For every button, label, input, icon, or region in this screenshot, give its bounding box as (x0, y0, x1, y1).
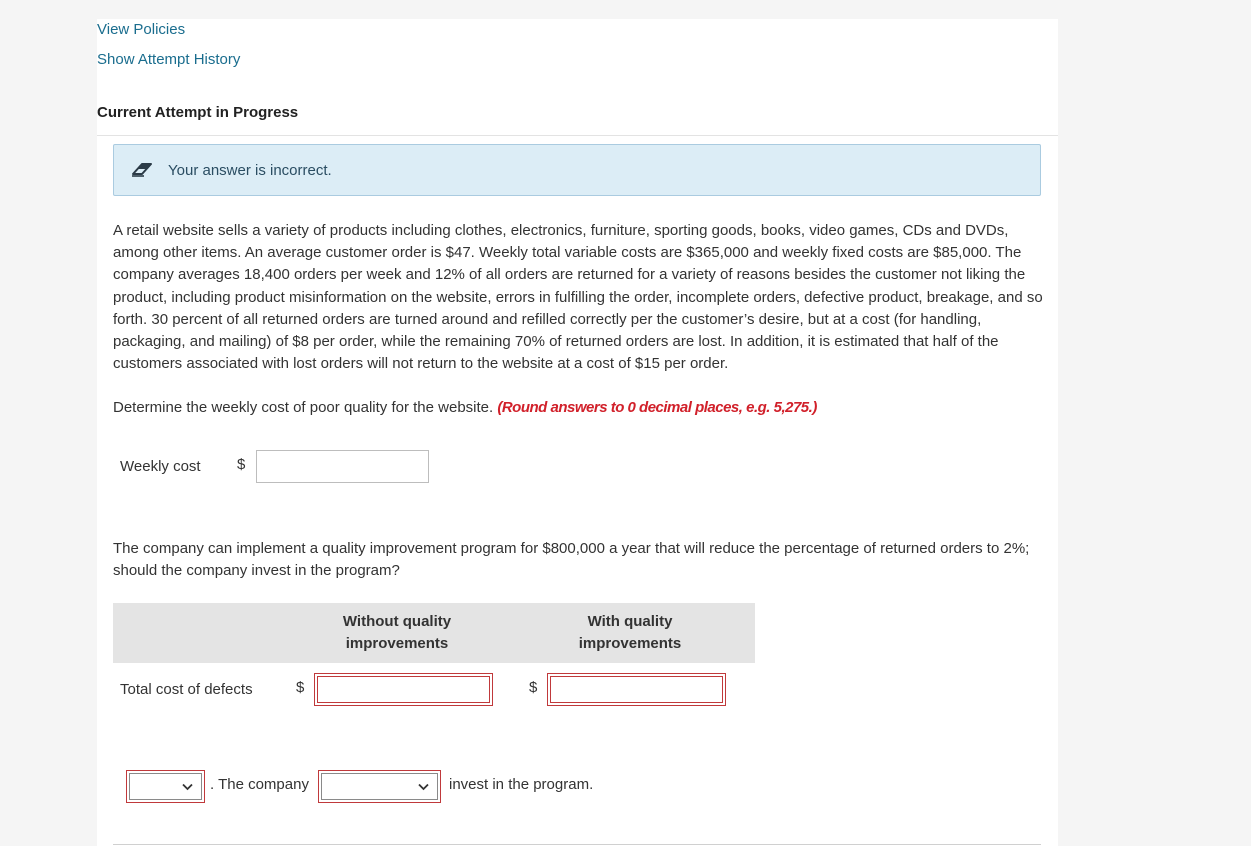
alert-message: Your answer is incorrect. (168, 162, 332, 179)
incorrect-answer-alert (113, 144, 1041, 196)
attempt-title: Current Attempt in Progress (97, 104, 299, 121)
table-header (113, 603, 755, 663)
currency-symbol: $ (237, 456, 246, 473)
currency-symbol: $ (296, 679, 305, 696)
currency-symbol: $ (529, 679, 538, 696)
part2-question-text: The company can implement a quality improvement program for $800,000 a year that will reduce the percentage of returned orders to 2%; should the company invest in the program? (113, 540, 1030, 580)
chevron-down-icon (418, 783, 429, 791)
decision-select-2[interactable] (321, 773, 438, 800)
weekly-cost-label: Weekly cost (120, 458, 201, 475)
conclusion-middle-text: . The company (210, 776, 309, 793)
header-without-quality: Without quality improvements (342, 613, 452, 652)
instruction-text: Determine the weekly cost of poor quality for the website. (113, 399, 494, 416)
eraser-icon (130, 159, 154, 179)
divider (97, 135, 1058, 136)
question-instruction (113, 397, 1048, 419)
conclusion-end-text: invest in the program. (449, 776, 594, 793)
show-attempt-history-link[interactable]: Show Attempt History (97, 51, 241, 68)
chevron-down-icon (182, 783, 193, 791)
header-with-quality: With quality improvements (578, 613, 682, 652)
problem-text: A retail website sells a variety of products including clothes, electronics, furniture, sporting goods, books, video games, CDs and DVDs, among other items. An average customer order is $47. Weekly total variable costs are $365,000 and weekly fixed costs are $85,000. The company averages 18,400 orders per week and 12% of all orders are returned for a variety of reasons besides the customer not liking the product, including product misinformation on the website, errors in fulfilling the order, incomplete orders, defective product, breakage, and so forth. 30 percent of all returned orders are turned around and refilled correctly per the customer’s desire, but at a cost (for handling, packaging, and mailing) of $8 per order, while the remaining 70% of returned orders are lost. In addition, it is estimated that half of the customers associated with lost orders will not return to the website at a cost of $15 per order. (113, 222, 1043, 373)
view-policies-link[interactable]: View Policies (97, 21, 186, 38)
weekly-cost-input[interactable] (256, 450, 429, 483)
total-cost-defects-label: Total cost of defects (120, 681, 253, 698)
without-quality-cost-input[interactable] (317, 676, 490, 703)
decision-select-1[interactable] (129, 773, 202, 800)
rounding-note: (Round answers to 0 decimal places, e.g. 5,275.) (497, 399, 817, 416)
divider (113, 844, 1041, 845)
with-quality-cost-input[interactable] (550, 676, 723, 703)
